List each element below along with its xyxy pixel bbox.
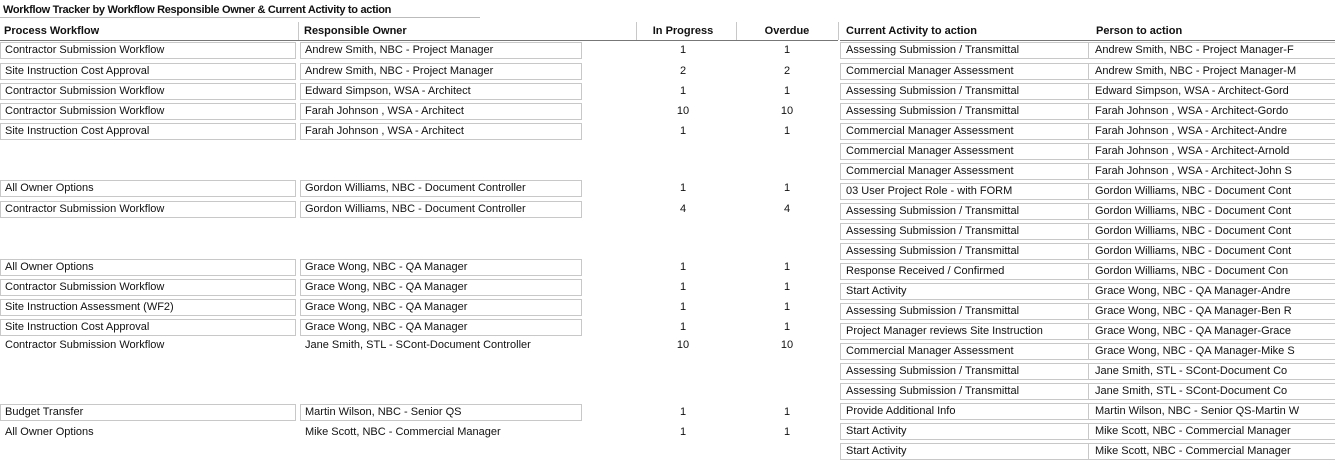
cell-responsible-owner: Grace Wong, NBC - QA Manager — [305, 261, 468, 273]
cell-in-progress: 1 — [679, 261, 687, 273]
cell-in-progress: 10 — [676, 339, 690, 351]
cell-person-to-action: Gordon Williams, NBC - Document Cont — [1095, 205, 1292, 217]
cell-current-activity: Project Manager reviews Site Instruction — [846, 325, 1043, 337]
cell-person-to-action: Andrew Smith, NBC - Project Manager-M — [1095, 65, 1297, 77]
cell-person-to-action: Grace Wong, NBC - QA Manager-Grace — [1095, 325, 1292, 337]
cell-process-workflow: Budget Transfer — [5, 406, 84, 418]
cell-overdue: 4 — [783, 203, 791, 215]
cell-in-progress: 1 — [679, 182, 687, 194]
cell-person-to-action: Mike Scott, NBC - Commercial Manager — [1095, 445, 1291, 457]
cell-overdue: 1 — [783, 426, 791, 438]
left-header-vline — [736, 22, 737, 40]
left-header-vline — [636, 22, 637, 40]
cell-in-progress: 4 — [679, 203, 687, 215]
cell-in-progress: 1 — [679, 301, 687, 313]
cell-responsible-owner: Andrew Smith, NBC - Project Manager — [305, 44, 494, 56]
cell-current-activity: Start Activity — [846, 425, 907, 437]
cell-person-to-action: Farah Johnson , WSA - Architect-Gordo — [1095, 105, 1289, 117]
cell-in-progress: 1 — [679, 281, 687, 293]
cell-current-activity: Commercial Manager Assessment — [846, 145, 1014, 157]
cell-overdue: 1 — [783, 125, 791, 137]
header-overdue: Overdue — [764, 25, 810, 37]
report-title: Workflow Tracker by Workflow Responsible Owner & Current Activity to action — [3, 4, 392, 16]
cell-responsible-owner: Edward Simpson, WSA - Architect — [305, 85, 471, 97]
cell-overdue: 1 — [783, 85, 791, 97]
cell-process-workflow: Contractor Submission Workflow — [5, 203, 165, 215]
cell-overdue: 10 — [780, 339, 794, 351]
cell-process-workflow: Site Instruction Assessment (WF2) — [5, 301, 174, 313]
cell-person-to-action: Gordon Williams, NBC - Document Con — [1095, 265, 1289, 277]
cell-person-to-action: Andrew Smith, NBC - Project Manager-F — [1095, 44, 1294, 56]
cell-person-to-action: Gordon Williams, NBC - Document Cont — [1095, 185, 1292, 197]
cell-overdue: 1 — [783, 182, 791, 194]
cell-in-progress: 1 — [679, 125, 687, 137]
cell-current-activity: 03 User Project Role - with FORM — [846, 185, 1013, 197]
cell-person-to-action: Mike Scott, NBC - Commercial Manager — [1095, 425, 1291, 437]
cell-process-workflow: Site Instruction Cost Approval — [5, 125, 150, 137]
cell-person-to-action: Farah Johnson , WSA - Architect-John S — [1095, 165, 1292, 177]
cell-in-progress: 2 — [679, 65, 687, 77]
cell-current-activity: Assessing Submission / Transmittal — [846, 385, 1020, 397]
cell-process-workflow: All Owner Options — [5, 261, 94, 273]
cell-process-workflow: Contractor Submission Workflow — [5, 281, 165, 293]
cell-current-activity: Commercial Manager Assessment — [846, 125, 1014, 137]
cell-current-activity: Start Activity — [846, 445, 907, 457]
right-header-divider — [840, 40, 1335, 41]
cell-current-activity: Assessing Submission / Transmittal — [846, 105, 1020, 117]
cell-responsible-owner: Jane Smith, STL - SCont-Document Controller — [305, 339, 531, 351]
cell-current-activity: Response Received / Confirmed — [846, 265, 1005, 277]
cell-process-workflow: Contractor Submission Workflow — [5, 105, 165, 117]
cell-person-to-action: Grace Wong, NBC - QA Manager-Ben R — [1095, 305, 1292, 317]
cell-current-activity: Assessing Submission / Transmittal — [846, 225, 1020, 237]
cell-current-activity: Assessing Submission / Transmittal — [846, 44, 1020, 56]
cell-person-to-action: Farah Johnson , WSA - Architect-Andre — [1095, 125, 1287, 137]
left-header-vline — [298, 22, 299, 40]
cell-overdue: 2 — [783, 65, 791, 77]
cell-process-workflow: Site Instruction Cost Approval — [5, 65, 150, 77]
header-current-activity: Current Activity to action — [846, 25, 977, 37]
cell-current-activity: Assessing Submission / Transmittal — [846, 245, 1020, 257]
cell-current-activity: Assessing Submission / Transmittal — [846, 205, 1020, 217]
cell-overdue: 1 — [783, 406, 791, 418]
cell-overdue: 1 — [783, 261, 791, 273]
cell-responsible-owner: Gordon Williams, NBC - Document Controller — [305, 203, 526, 215]
cell-overdue: 10 — [780, 105, 794, 117]
cell-person-to-action: Martin Wilson, NBC - Senior QS-Martin W — [1095, 405, 1300, 417]
cell-in-progress: 10 — [676, 105, 690, 117]
cell-person-to-action: Gordon Williams, NBC - Document Cont — [1095, 245, 1292, 257]
cell-person-to-action: Jane Smith, STL - SCont-Document Co — [1095, 365, 1288, 377]
cell-responsible-owner: Grace Wong, NBC - QA Manager — [305, 321, 468, 333]
header-person-to-action: Person to action — [1096, 25, 1183, 37]
cell-current-activity: Commercial Manager Assessment — [846, 165, 1014, 177]
header-in-progress: In Progress — [652, 25, 714, 37]
cell-process-workflow: Site Instruction Cost Approval — [5, 321, 150, 333]
cell-overdue: 1 — [783, 301, 791, 313]
cell-responsible-owner: Mike Scott, NBC - Commercial Manager — [305, 426, 501, 438]
cell-current-activity: Assessing Submission / Transmittal — [846, 305, 1020, 317]
cell-person-to-action: Grace Wong, NBC - QA Manager-Andre — [1095, 285, 1291, 297]
cell-in-progress: 1 — [679, 321, 687, 333]
cell-person-to-action: Edward Simpson, WSA - Architect-Gord — [1095, 85, 1289, 97]
left-header-vline — [838, 22, 839, 40]
cell-responsible-owner: Andrew Smith, NBC - Project Manager — [305, 65, 494, 77]
cell-person-to-action: Gordon Williams, NBC - Document Cont — [1095, 225, 1292, 237]
cell-current-activity: Commercial Manager Assessment — [846, 345, 1014, 357]
cell-responsible-owner: Martin Wilson, NBC - Senior QS — [305, 406, 462, 418]
cell-person-to-action: Grace Wong, NBC - QA Manager-Mike S — [1095, 345, 1295, 357]
cell-process-workflow: All Owner Options — [5, 182, 94, 194]
header-process-workflow: Process Workflow — [4, 25, 100, 37]
cell-in-progress: 1 — [679, 44, 687, 56]
cell-current-activity: Provide Additional Info — [846, 405, 956, 417]
cell-responsible-owner: Farah Johnson , WSA - Architect — [305, 105, 464, 117]
cell-current-activity: Start Activity — [846, 285, 907, 297]
cell-person-to-action: Jane Smith, STL - SCont-Document Co — [1095, 385, 1288, 397]
cell-current-activity: Assessing Submission / Transmittal — [846, 85, 1020, 97]
cell-in-progress: 1 — [679, 406, 687, 418]
cell-in-progress: 1 — [679, 426, 687, 438]
cell-process-workflow: Contractor Submission Workflow — [5, 44, 165, 56]
cell-responsible-owner: Gordon Williams, NBC - Document Controller — [305, 182, 526, 194]
cell-process-workflow: Contractor Submission Workflow — [5, 339, 165, 351]
cell-process-workflow: All Owner Options — [5, 426, 94, 438]
cell-process-workflow: Contractor Submission Workflow — [5, 85, 165, 97]
cell-current-activity: Commercial Manager Assessment — [846, 65, 1014, 77]
cell-in-progress: 1 — [679, 85, 687, 97]
cell-current-activity: Assessing Submission / Transmittal — [846, 365, 1020, 377]
cell-overdue: 1 — [783, 281, 791, 293]
cell-person-to-action: Farah Johnson , WSA - Architect-Arnold — [1095, 145, 1290, 157]
cell-overdue: 1 — [783, 44, 791, 56]
cell-responsible-owner: Grace Wong, NBC - QA Manager — [305, 301, 468, 313]
cell-overdue: 1 — [783, 321, 791, 333]
title-underline — [0, 17, 480, 18]
left-header-divider — [0, 40, 838, 41]
cell-responsible-owner: Grace Wong, NBC - QA Manager — [305, 281, 468, 293]
cell-responsible-owner: Farah Johnson , WSA - Architect — [305, 125, 464, 137]
header-responsible-owner: Responsible Owner — [304, 25, 407, 37]
